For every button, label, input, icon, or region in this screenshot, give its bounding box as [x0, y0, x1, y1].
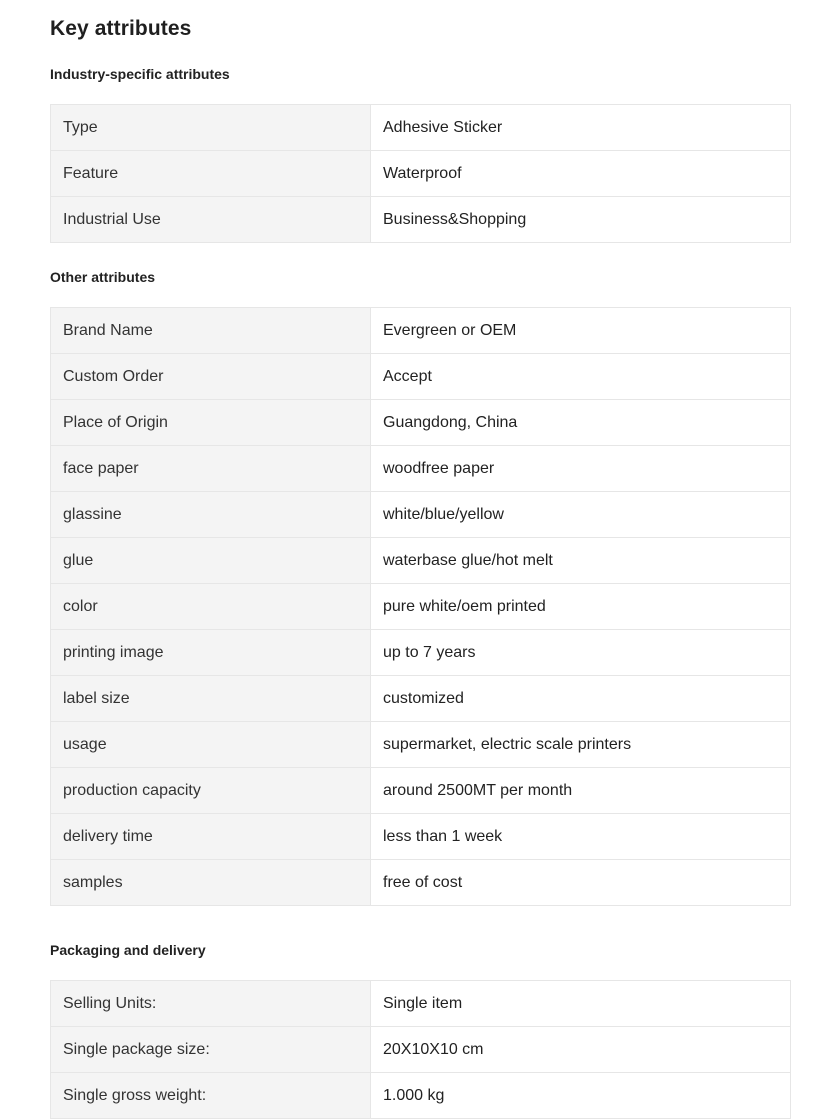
attribute-key: Place of Origin	[51, 400, 371, 446]
section-title-other-attributes: Other attributes	[50, 269, 156, 285]
attribute-key: Single gross weight:	[51, 1073, 371, 1119]
table-row	[51, 151, 791, 197]
attribute-value: white/blue/yellow	[371, 492, 791, 538]
attribute-key: printing image	[51, 630, 371, 676]
attribute-value: around 2500MT per month	[371, 768, 791, 814]
attribute-key: Custom Order	[51, 354, 371, 400]
attribute-key: Brand Name	[51, 308, 371, 354]
attribute-value: Waterproof	[371, 151, 791, 197]
table-row	[51, 814, 791, 860]
table-row	[51, 197, 791, 243]
attribute-key: label size	[51, 676, 371, 722]
attribute-key: delivery time	[51, 814, 371, 860]
attribute-value: customized	[371, 676, 791, 722]
attribute-value: less than 1 week	[371, 814, 791, 860]
table-row	[51, 768, 791, 814]
attribute-key: Single package size:	[51, 1027, 371, 1073]
attribute-value: free of cost	[371, 860, 791, 906]
attribute-value: Single item	[371, 981, 791, 1027]
attribute-key: Industrial Use	[51, 197, 371, 243]
table-row	[51, 860, 791, 906]
attribute-key: samples	[51, 860, 371, 906]
table-row	[51, 400, 791, 446]
attribute-value: 1.000 kg	[371, 1073, 791, 1119]
attribute-key: Type	[51, 105, 371, 151]
table-row	[51, 105, 791, 151]
attribute-value: 20X10X10 cm	[371, 1027, 791, 1073]
attribute-value: Adhesive Sticker	[371, 105, 791, 151]
attribute-value: supermarket, electric scale printers	[371, 722, 791, 768]
attribute-value: waterbase glue/hot melt	[371, 538, 791, 584]
attribute-value: pure white/oem printed	[371, 584, 791, 630]
attribute-value: Evergreen or OEM	[371, 308, 791, 354]
attribute-key: usage	[51, 722, 371, 768]
attribute-value: Guangdong, China	[371, 400, 791, 446]
other-attributes-table	[50, 307, 791, 906]
attribute-key: color	[51, 584, 371, 630]
attribute-key: Feature	[51, 151, 371, 197]
table-row	[51, 676, 791, 722]
attribute-value: Business&Shopping	[371, 197, 791, 243]
table-row	[51, 354, 791, 400]
industry-attributes-table	[50, 104, 791, 243]
packaging-delivery-table	[50, 980, 791, 1119]
page-title: Key attributes	[50, 17, 192, 40]
table-row	[51, 446, 791, 492]
attribute-value: Accept	[371, 354, 791, 400]
table-row	[51, 308, 791, 354]
attribute-key: glue	[51, 538, 371, 584]
attribute-key: glassine	[51, 492, 371, 538]
section-title-packaging-delivery: Packaging and delivery	[50, 942, 206, 958]
table-row	[51, 722, 791, 768]
table-row	[51, 584, 791, 630]
attribute-value: up to 7 years	[371, 630, 791, 676]
attribute-key: production capacity	[51, 768, 371, 814]
attribute-key: face paper	[51, 446, 371, 492]
table-row	[51, 492, 791, 538]
table-row	[51, 630, 791, 676]
table-row	[51, 538, 791, 584]
section-title-industry-specific: Industry-specific attributes	[50, 66, 230, 82]
attribute-key: Selling Units:	[51, 981, 371, 1027]
attribute-value: woodfree paper	[371, 446, 791, 492]
table-row	[51, 1073, 791, 1119]
table-row	[51, 1027, 791, 1073]
table-row	[51, 981, 791, 1027]
